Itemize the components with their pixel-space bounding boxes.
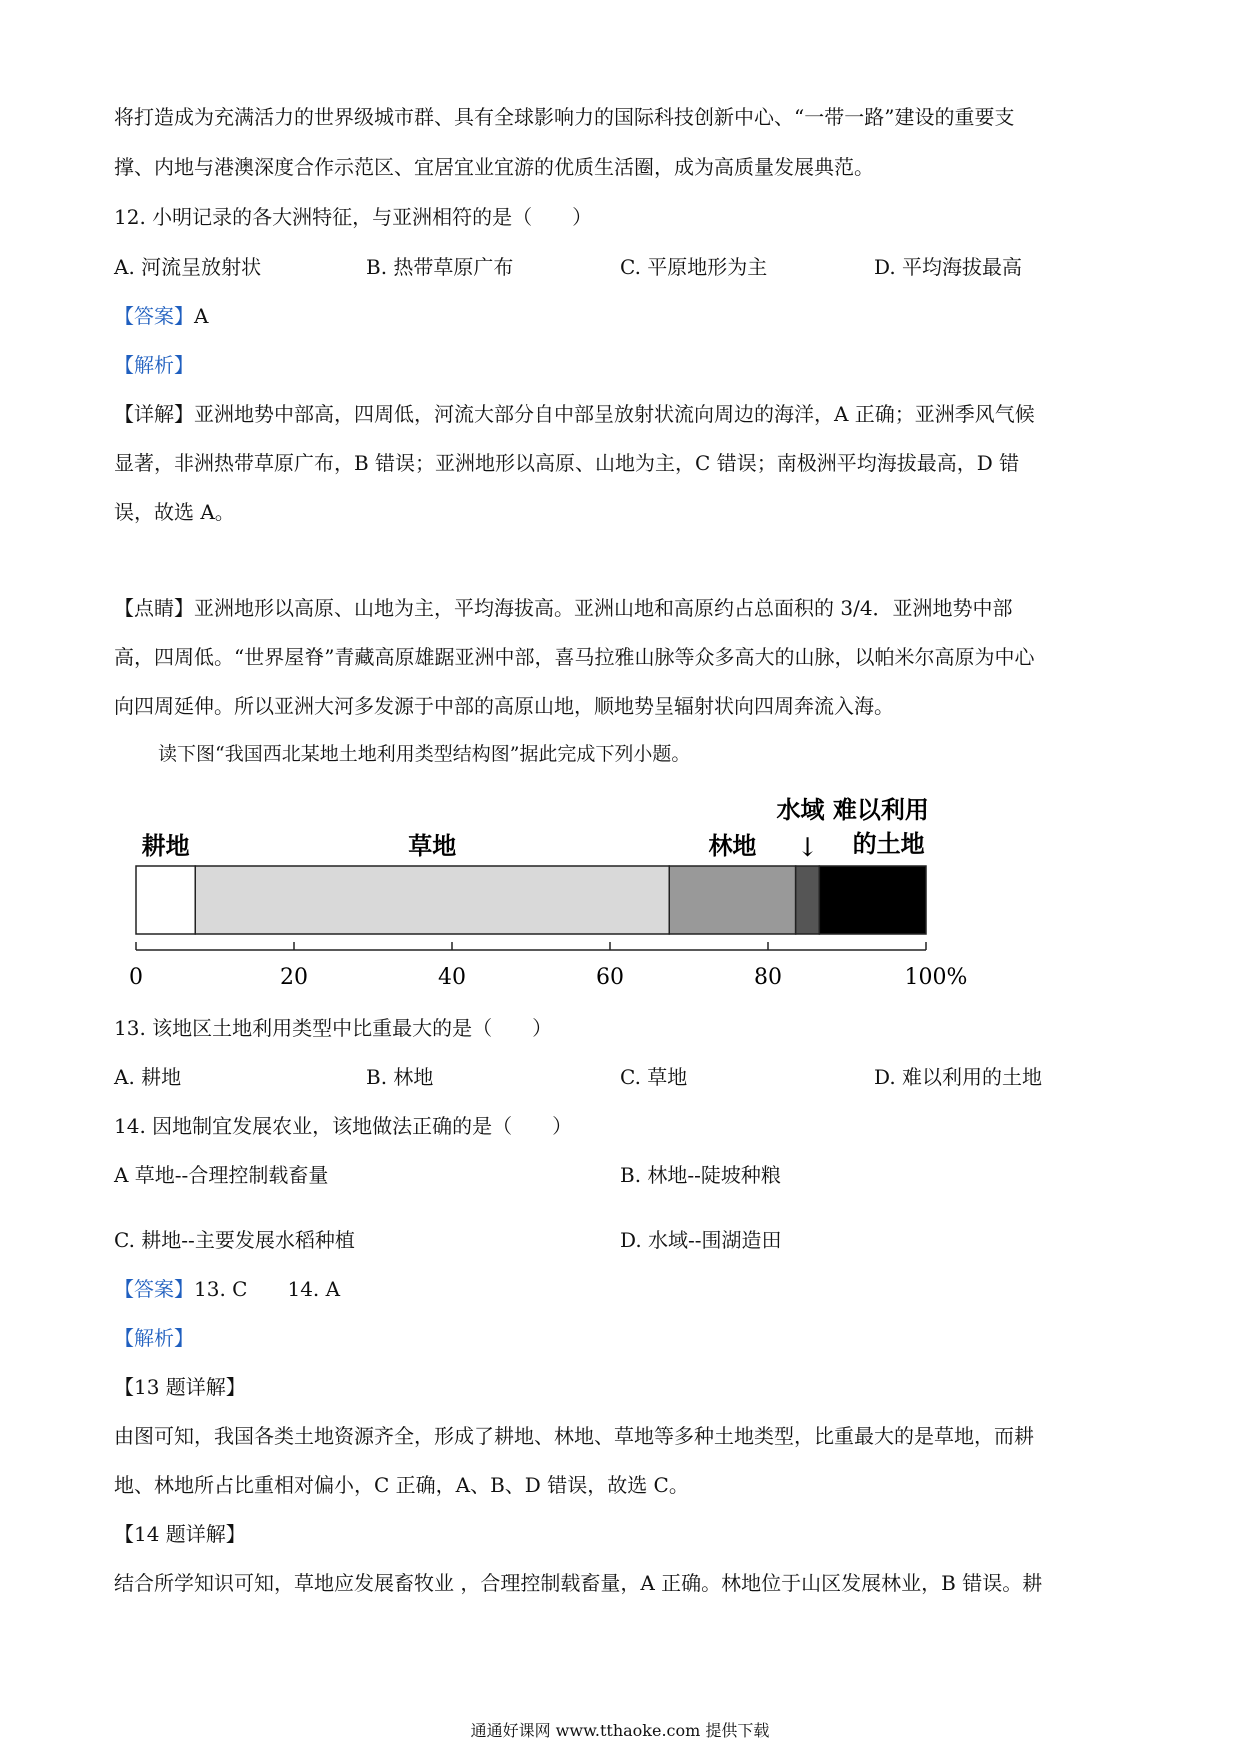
bar-segment-4 (819, 866, 926, 934)
q13-detail-line-2: 地、林地所占比重相对偏小，C 正确，A、B、D 错误，故选 C。 (114, 1473, 689, 1497)
answer-value: 13. C 14. A (194, 1277, 341, 1301)
x-tick-label-2: 40 (438, 965, 466, 990)
x-tick-label-4: 80 (754, 965, 782, 990)
intro-line-1: 将打造成为充满活力的世界级城市群、具有全球影响力的国际科技创新中心、“一带一路”建设的重要支 (114, 105, 1015, 129)
q14-stem: 14. 因地制宜发展农业，该地做法正确的是（ ） (114, 1114, 573, 1138)
q12-option-a: A. 河流呈放射状 (114, 255, 262, 279)
label-line-1: 水域 难以利用 (776, 795, 929, 824)
q12-tip-line-1 (114, 595, 1013, 621)
q12-option-b: B. 热带草原广布 (366, 255, 514, 279)
detail-tag: 【详解】 (114, 402, 194, 426)
land-use-chart (120, 790, 968, 990)
q14-analysis-tag (114, 1325, 194, 1351)
category-label-2: 林地 (708, 831, 757, 860)
bar-segment-1 (195, 866, 669, 934)
tip-tag: 【点睛】 (114, 596, 194, 620)
q12-detail-line-3: 误，故选 A。 (114, 500, 235, 524)
down-arrow-icon: ↓ (796, 833, 819, 863)
q12-option-c: C. 平原地形为主 (620, 255, 768, 279)
bar-segment-3 (796, 866, 820, 934)
x-tick-label-3: 60 (596, 965, 624, 990)
tip-text: 亚洲地形以高原、山地为主，平均海拔高。亚洲山地和高原约占总面积的 3/4．亚洲地势中部 (194, 596, 1013, 620)
q14-option-a: A 草地--合理控制载畜量 (114, 1163, 329, 1187)
footer-text: 通通好课网 www.tthaoke.com 提供下载 (470, 1721, 770, 1740)
label-line-2: 的土地 (852, 829, 925, 858)
q12-detail-line-1 (114, 401, 1035, 427)
intro-line-2: 撑、内地与港澳深度合作示范区、宜居宜业宜游的优质生活圈，成为高质量发展典范。 (114, 155, 874, 179)
q13-stem: 13. 该地区土地利用类型中比重最大的是（ ） (114, 1016, 553, 1040)
q14-option-c: C. 耕地--主要发展水稻种植 (114, 1228, 355, 1252)
detail-text: 亚洲地势中部高，四周低，河流大部分自中部呈放射状流向周边的海洋，A 正确；亚洲季风气候 (194, 402, 1035, 426)
chart-bars (136, 866, 926, 934)
analysis-tag: 【解析】 (114, 353, 194, 377)
x-tick-label-5: 100% (904, 965, 968, 990)
q13-detail-tag: 【13 题详解】 (114, 1375, 246, 1399)
analysis-tag: 【解析】 (114, 1326, 194, 1350)
x-tick-label-0: 0 (129, 965, 143, 990)
chart-intro: 读下图“我国西北某地土地利用类型结构图”据此完成下列小题。 (158, 743, 691, 765)
q12-option-d: D. 平均海拔最高 (874, 255, 1023, 279)
q13-option-c: C. 草地 (620, 1065, 688, 1089)
chart-labels (142, 795, 929, 863)
q14-option-b: B. 林地--陡坡种粮 (620, 1163, 781, 1187)
q13-option-b: B. 林地 (366, 1065, 434, 1089)
q13-option-a: A. 耕地 (114, 1065, 182, 1089)
bar-segment-2 (669, 866, 795, 934)
q12-answer (114, 303, 208, 329)
q12-detail-line-2: 显著，非洲热带草原广布，B 错误；亚洲地形以高原、山地为主，C 错误；南极洲平均海拔最高，D 错 (114, 451, 1020, 475)
answer-tag: 【答案】 (114, 304, 194, 328)
q13-detail-line-1: 由图可知，我国各类土地资源齐全，形成了耕地、林地、草地等多种土地类型，比重最大的是草地，而耕 (114, 1424, 1034, 1448)
answer-value: A (194, 304, 209, 328)
chart-axis (129, 942, 967, 990)
q13-option-d: D. 难以利用的土地 (874, 1065, 1043, 1089)
category-label-0: 耕地 (141, 831, 190, 860)
answer-tag: 【答案】 (114, 1277, 194, 1301)
q12-stem: 12. 小明记录的各大洲特征，与亚洲相符的是（ ） (114, 205, 593, 229)
q14-answer (114, 1276, 340, 1302)
q14-detail-tag: 【14 题详解】 (114, 1522, 246, 1546)
x-tick-label-1: 20 (280, 965, 308, 990)
q12-tip-line-3: 向四周延伸。所以亚洲大河多发源于中部的高原山地，顺地势呈辐射状向四周奔流入海。 (114, 694, 894, 718)
q12-tip-line-2: 高，四周低。“世界屋脊”青藏高原雄踞亚洲中部，喜马拉雅山脉等众多高大的山脉，以帕米尔高原为中心 (114, 645, 1035, 669)
category-label-1: 草地 (408, 831, 457, 860)
bar-segment-0 (136, 866, 195, 934)
q14-option-d: D. 水域--围湖造田 (620, 1228, 782, 1252)
q14-detail-line-1: 结合所学知识可知，草地应发展畜牧业 ，合理控制载畜量，A 正确。林地位于山区发展林业，B 错误。耕 (114, 1571, 1043, 1595)
q12-analysis-tag (114, 352, 194, 378)
